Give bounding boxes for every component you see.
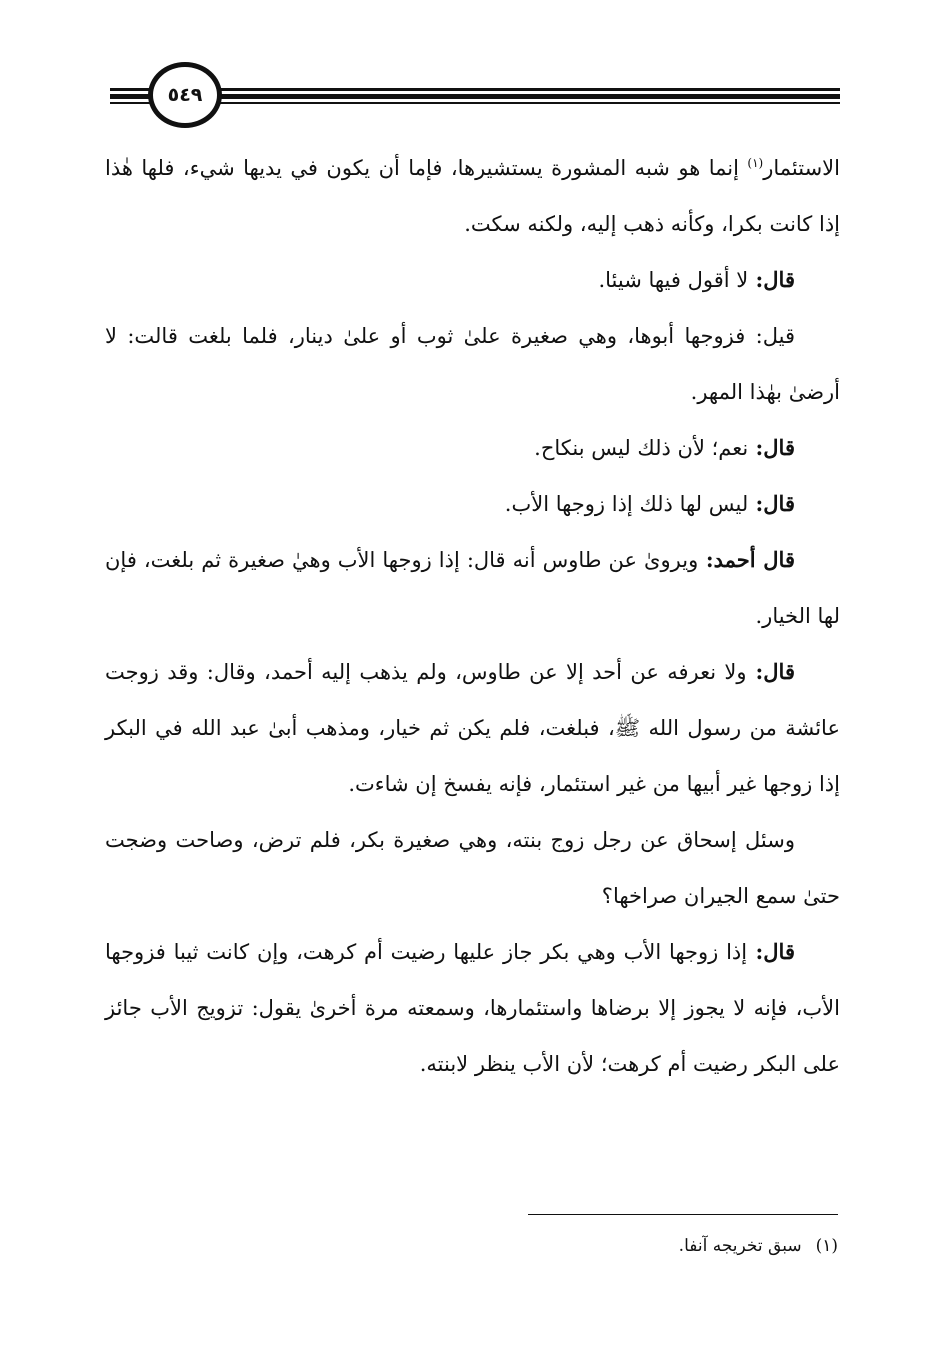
paragraph-text: وسئل إسحاق عن رجل زوج بنته، وهي صغيرة بكر، فلم ترض، وصاحت وضجت حتىٰ سمع الجيران صراخها؟	[105, 828, 840, 908]
speaker-label: قال:	[746, 659, 795, 684]
paragraph-9	[105, 924, 840, 1092]
footnote	[500, 1232, 838, 1260]
paragraph-7	[105, 644, 840, 812]
paragraph-text: قيل: فزوجها أبوها، وهي صغيرة علىٰ ثوب أو علىٰ دينار، فلما بلغت قالت: لا أرضىٰ بهٰذا المهر.	[105, 324, 840, 404]
speaker-label: قال:	[748, 435, 795, 460]
speaker-label: قال:	[748, 491, 795, 516]
body-text	[105, 140, 840, 1092]
page-number-badge	[148, 62, 222, 128]
paragraph-text: ليس لها ذلك إذا زوجها الأب.	[504, 492, 749, 516]
paragraph-6	[105, 532, 840, 644]
footnote-reference[interactable]: (١)	[747, 156, 764, 170]
paragraph-text: إذا زوجها الأب وهي بكر جاز عليها رضيت أم كرهت، وإن كانت ثيبا فزوجها الأب، فإنه لا يجوز إلا برضاها واستئمارها، وسمعته مرة أخرىٰ يقول: تزويج الأب جائز على البكر رضيت أم كرهت؛ لأن الأب ينظر لابنته.	[105, 940, 840, 1076]
paragraph-text: الاستئمار	[763, 156, 840, 180]
paragraph-text: إنما هو شبه المشورة يستشيرها، فإما أن يكون في يديها شيء، فلها هٰذا إذا كانت بكرا، وكأنه ذهب إليه، ولكنه سكت.	[105, 156, 840, 236]
page-header	[110, 62, 840, 132]
speaker-label: قال:	[747, 939, 795, 964]
paragraph-3	[105, 308, 840, 420]
footnote-separator	[528, 1214, 838, 1215]
paragraph-1	[105, 140, 840, 252]
page-number: ٥٤٩	[167, 84, 203, 106]
paragraph-text: لا أقول فيها شيئا.	[598, 268, 749, 292]
speaker-label: قال:	[748, 267, 795, 292]
footnote-number: (١)	[815, 1236, 838, 1256]
paragraph-8	[105, 812, 840, 924]
paragraph-5	[105, 476, 840, 532]
paragraph-2	[105, 252, 840, 308]
speaker-label: قال أحمد:	[698, 547, 795, 572]
paragraph-text: نعم؛ لأن ذلك ليس بنكاح.	[534, 436, 749, 460]
paragraph-text: ويروىٰ عن طاوس أنه قال: إذا زوجها الأب وهيٰ صغيرة ثم بلغت، فإن لها الخيار.	[105, 548, 840, 628]
paragraph-4	[105, 420, 840, 476]
footnote-text: سبق تخريجه آنفا.	[678, 1236, 802, 1256]
paragraph-text: ولا نعرفه عن أحد إلا عن طاوس، ولم يذهب إليه أحمد، وقال: وقد زوجت عائشة من رسول الله ﷺ، فبلغت، فلم يكن ثم خيار، ومذهب أبىٰ عبد الله في البكر إذا زوجها غير أبيها من غير استئمار، فإنه يفسخ إن شاءت.	[105, 660, 840, 796]
